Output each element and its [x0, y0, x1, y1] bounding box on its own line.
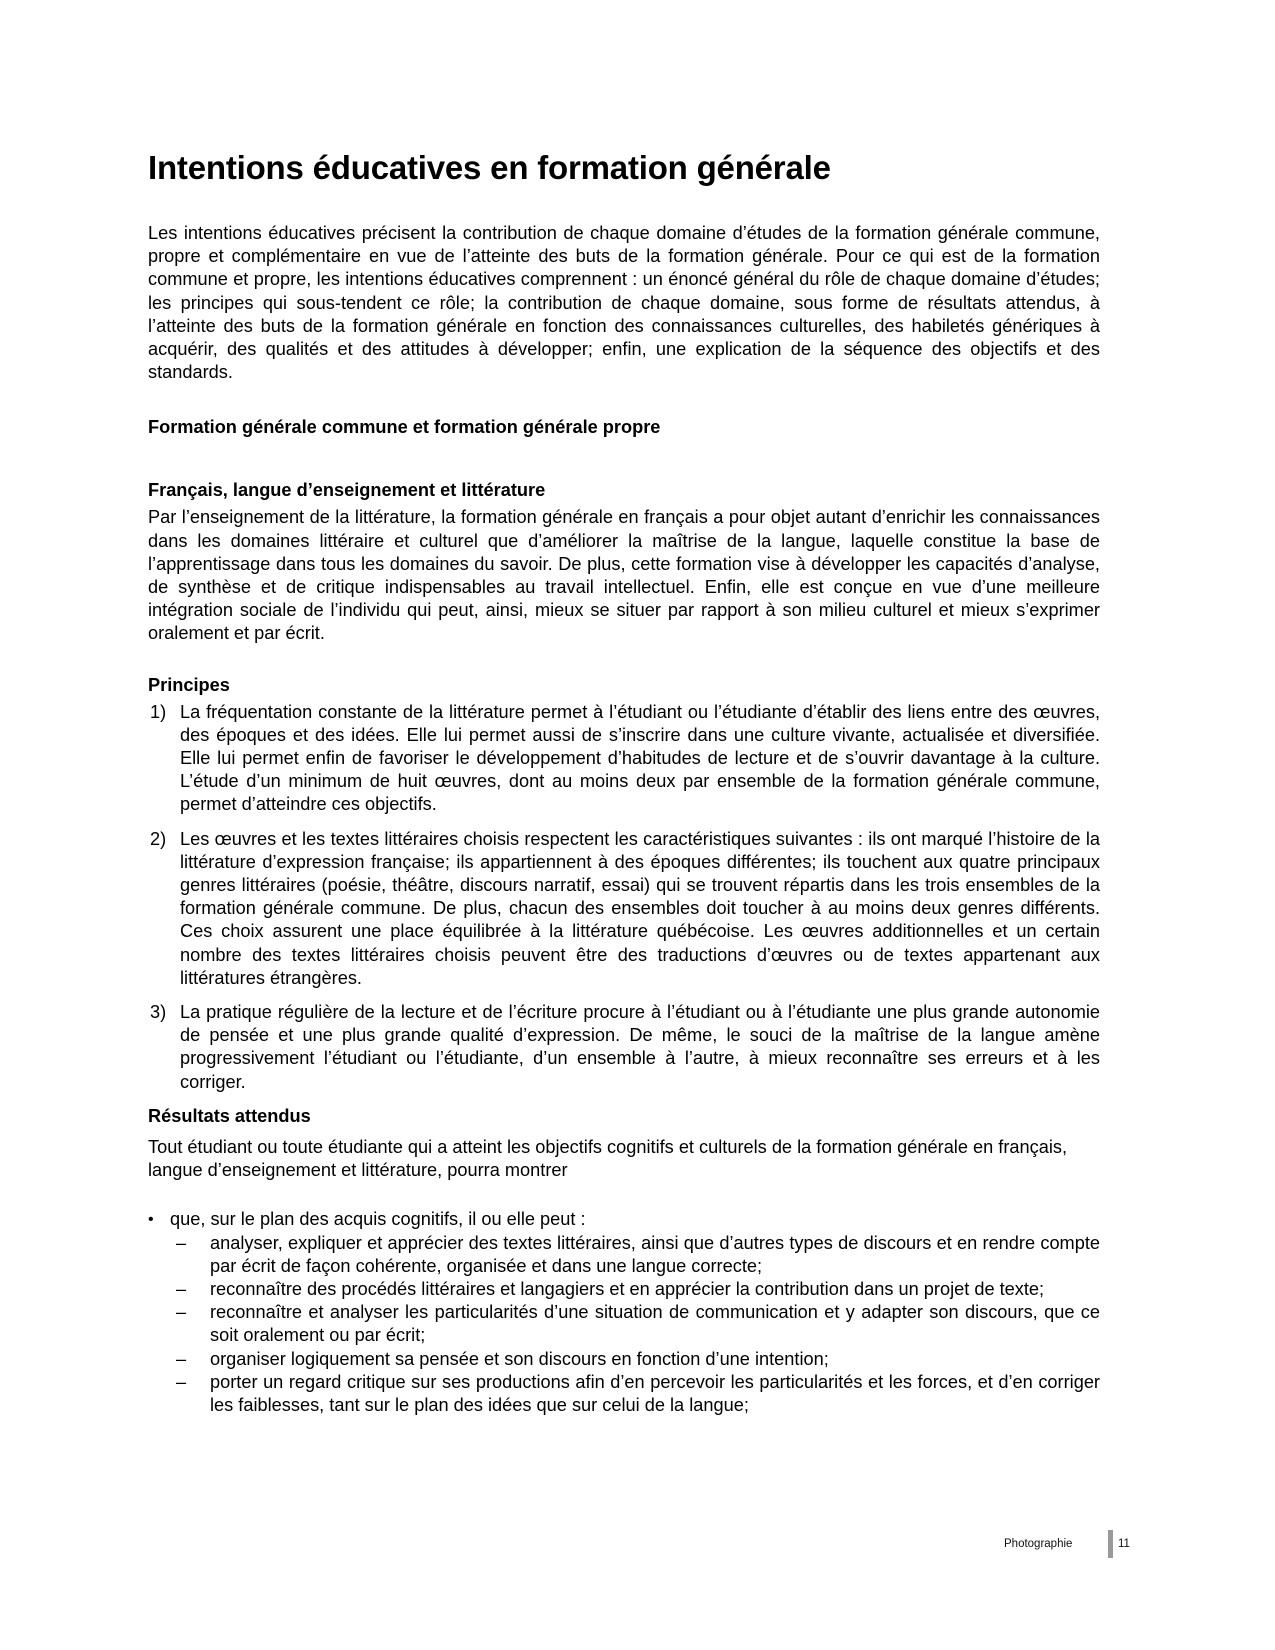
principle-text: La pratique régulière de la lecture et de l’écriture procure à l’étudiant ou à l’étudiante une plus grande autonomie de pensée et une plus grande qualité d’expression. De même, le souci de la maîtrise de la langue amène progressivement l’étudiant ou l’étudiante, d’un ensemble à l’autre, à mieux reconnaître ses erreurs et à les corriger.: [180, 1002, 1100, 1092]
section-heading: Formation générale commune et formation générale propre: [148, 417, 661, 438]
dash-text: reconnaître des procédés littéraires et langagiers et en apprécier la contribution dans un projet de texte;: [210, 1278, 1045, 1299]
dash-icon: –: [176, 1232, 187, 1253]
dash-text: reconnaître et analyser les particularités d’une situation de communication et y adapter son discours, que ce soit oralement ou par écrit;: [210, 1302, 1100, 1346]
dash-icon: –: [176, 1302, 187, 1323]
page-title: Intentions éducatives en formation générale: [148, 149, 831, 186]
footer-divider-bar: [1108, 1530, 1113, 1558]
sub-dash-list: [170, 1232, 1100, 1418]
principle-item: [148, 828, 1100, 990]
bullet-icon: •: [148, 1211, 154, 1229]
dash-icon: –: [176, 1348, 187, 1369]
subsection-heading: Français, langue d’enseignement et littérature: [148, 480, 546, 501]
principle-number: 2): [150, 828, 167, 849]
results-paragraph: Tout étudiant ou toute étudiante qui a atteint les objectifs cognitifs et culturels de la formation générale en français, langue d’enseignement et littérature, pourra montrer: [148, 1136, 1068, 1181]
intro-paragraph: Les intentions éducatives précisent la contribution de chaque domaine d’études de la formation générale commune, propre et complémentaire en vue de l’atteinte des buts de la formation générale. Pour ce qui est de la formation commune et propre, les intentions éducatives comprennent : un énoncé général du rôle de chaque domaine d’études; les principes qui sous-tendent ce rôle; la contribution de chaque domaine, sous forme de résultats attendus, à l’atteinte des buts de la formation générale en fonction des connaissances culturelles, des habiletés génériques à acquérir, des qualités et des attitudes à développer; enfin, une explication de la séquence des objectifs et des standards.: [148, 223, 1100, 383]
dash-item: [148, 1232, 1100, 1278]
dash-item: [148, 1301, 1100, 1347]
dash-icon: –: [176, 1278, 187, 1299]
document-page: [148, 148, 1100, 1417]
dash-item: [148, 1278, 1100, 1301]
principle-item: [148, 1001, 1100, 1094]
principle-number: 1): [150, 701, 167, 722]
dash-icon: –: [176, 1371, 187, 1392]
principles-heading: Principes: [148, 674, 230, 695]
page-number: 11: [1118, 1538, 1130, 1550]
dash-item: [148, 1371, 1100, 1417]
results-bullet-list: [148, 1208, 1100, 1417]
principle-number: 3): [150, 1002, 167, 1023]
dash-text: porter un regard critique sur ses productions afin d’en percevoir les particularités et les forces, et d’en corriger les faiblesses, tant sur le plan des idées que sur celui de la langue;: [210, 1371, 1100, 1415]
principle-text: La fréquentation constante de la littérature permet à l’étudiant ou l’étudiante d’établir des liens entre des œuvres, des époques et des idées. Elle lui permet aussi de s’inscrire dans une culture vivante, actualisée et diversifiée. Elle lui permet enfin de favoriser le développement d’habitudes de lecture et de s’ouvrir davantage à la culture. L’étude d’un minimum de huit œuvres, dont au moins deux par ensemble de la formation générale commune, permet d’atteindre ces objectifs.: [180, 701, 1100, 815]
principles-list: [148, 701, 1100, 1094]
subsection-paragraph: Par l’enseignement de la littérature, la formation générale en français a pour objet autant d’enrichir les connaissances dans les domaines littéraire et culturel que d’améliorer la maîtrise de la langue, laquelle constitue la base de l’apprentissage dans tous les domaines du savoir. De plus, cette formation vise à développer les capacités d’analyse, de synthèse et de critique indispensables au travail intellectuel. Enfin, elle est conçue en vue d’une meilleure intégration sociale de l’individu qui peut, ainsi, mieux se situer par rapport à son milieu culturel et mieux s’exprimer oralement et par écrit.: [148, 507, 1100, 644]
dash-text: analyser, expliquer et apprécier des textes littéraires, ainsi que d’autres types de discours et en rendre compte par écrit de façon cohérente, organisée et dans une langue correcte;: [210, 1232, 1100, 1276]
bullet-item: [148, 1208, 1100, 1417]
page-footer: [1000, 1530, 1140, 1560]
dash-item: [148, 1348, 1100, 1371]
principle-item: [148, 701, 1100, 817]
bullet-text: que, sur le plan des acquis cognitifs, il ou elle peut :: [170, 1209, 586, 1230]
dash-text: organiser logiquement sa pensée et son discours en fonction d’une intention;: [210, 1348, 829, 1369]
footer-section-label: Photographie: [1004, 1538, 1073, 1550]
results-heading: Résultats attendus: [148, 1105, 311, 1126]
principle-text: Les œuvres et les textes littéraires choisis respectent les caractéristiques suivantes : ils ont marqué l’histoire de la littérature d’expression française; ils appartiennent à des époques différentes; ils touchent aux quatre principaux genres littéraires (poésie, théâtre, discours narratif, essai) qui se trouvent répartis dans les trois ensembles de la formation générale commune. De plus, chacun des ensembles doit toucher à au moins deux genres différents. Ces choix assurent une place équilibrée à la littérature québécoise. Les œuvres additionnelles et un certain nombre des textes littéraires choisis peuvent être des traductions d’œuvres ou de textes appartenant aux littératures étrangères.: [180, 828, 1100, 988]
